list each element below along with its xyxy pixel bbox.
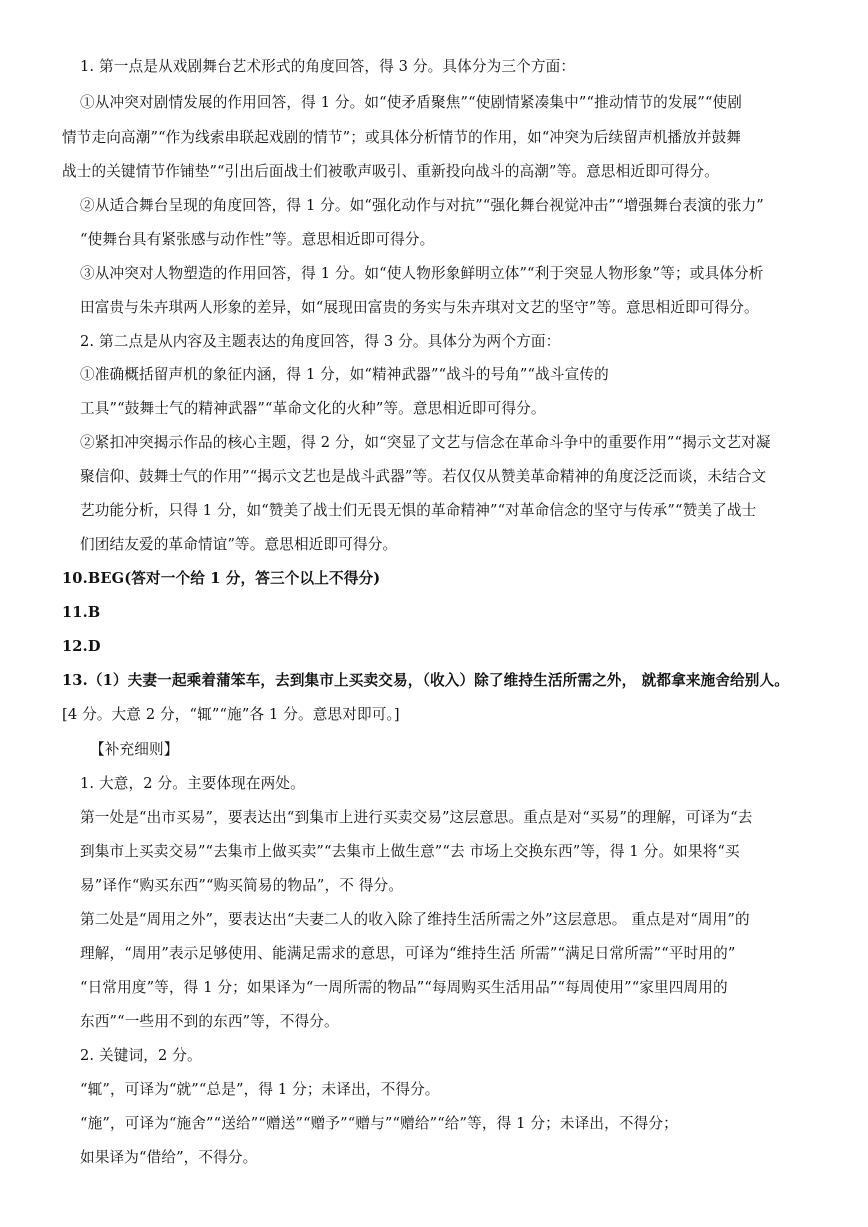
answer-11: 11.B: [62, 604, 101, 621]
answer-13-translation: 13.（1）夫妻一起乘着蒲笨车，去到集市上买卖交易，（收入）除了维持生活所需之外， 就都拿来施舍给别人。: [62, 672, 790, 689]
text-line: “施”，可译为“施舍”“送给”“赠送”“赠予”“赠与”“赠给”“给”等，得 1 分；未译出，不得分；: [80, 1115, 678, 1132]
text-line: 们团结友爱的革命情谊”等。意思相近即可得分。: [80, 536, 398, 553]
answer-10: 10.BEG(答对一个给 1 分，答三个以上不得分): [62, 570, 381, 587]
text-line: 田富贵与朱卉琪两人形象的差异，如“展现田富贵的务实与朱卉琪对文艺的坚守”等。意思相近即可得分。: [80, 299, 759, 316]
text-line: 理解，“周用”表示足够使用、能满足需求的意思，可译为“维持生活 所需”“满足日常所需”“平时用的”: [80, 945, 736, 962]
text-line: 2. 第二点是从内容及主题表达的角度回答，得 3 分。具体分为两个方面：: [80, 333, 561, 350]
text-line: 第一处是“出市买易”，要表达出“到集市上进行买卖交易”这层意思。重点是对“买易”的理解，可译为“去: [80, 809, 753, 826]
text-line: ①准确概括留声机的象征内涵，得 1 分，如“精神武器”“战斗的号角”“战斗宣传的: [80, 366, 609, 383]
text-line: ③从冲突对人物塑造的作用回答，得 1 分。如“使人物形象鲜明立体”“利于突显人物形象”等；或具体分析: [80, 265, 764, 282]
section-heading: 【补充细则】: [90, 741, 179, 758]
text-line: 东西”“一些用不到的东西”等，不得分。: [80, 1013, 339, 1030]
text-line: ②紧扣冲突揭示作品的核心主题，得 2 分，如“突显了文艺与信念在革命斗争中的重要作用”“揭示文艺对凝: [80, 434, 771, 451]
text-line: 聚信仰、鼓舞士气的作用”“揭示文艺也是战斗武器”等。若仅仅从赞美革命精神的角度泛泛而谈，未结合文: [80, 468, 767, 485]
text-line: “使舞台具有紧张感与动作性”等。意思相近即可得分。: [80, 231, 435, 248]
scoring-note: [4 分。大意 2 分，“辄”“施”各 1 分。意思对即可。]: [62, 706, 400, 723]
text-line: 1. 大意，2 分。主要体现在两处。: [80, 775, 305, 792]
text-line: 情节走向高潮”“作为线索串联起戏剧的情节”；或具体分析情节的作用，如“冲突为后续留声机播放并鼓舞: [62, 129, 742, 146]
text-line: 2. 关键词，2 分。: [80, 1047, 202, 1064]
text-line: 第二处是“周用之外”，要表达出“夫妻二人的收入除了维持生活所需之外”这层意思。 重点是对“周用”的: [80, 911, 750, 928]
text-line: “日常用度”等，得 1 分；如果译为“一周所需的物品”“每周购买生活用品”“每周使用”“家里四周用的: [80, 979, 728, 996]
text-line: 战士的关键情节作铺垫”“引出后面战士们被歌声吸引、重新投向战斗的高潮”等。意思相近即可得分。: [62, 163, 719, 180]
answer-12: 12.D: [62, 638, 101, 655]
text-line: ②从适合舞台呈现的角度回答，得 1 分。如“强化动作与对抗”“强化舞台视觉冲击”“增强舞台表演的张力”: [80, 197, 764, 214]
text-line: “辄”，可译为“就”“总是”，得 1 分；未译出，不得分。: [80, 1081, 440, 1098]
text-line: 易”译作“购买东西”“购买简易的物品”，不 得分。: [80, 877, 403, 894]
text-line: 到集市上买卖交易”“去集市上做买卖”“去集市上做生意”“去 市场上交换东西”等，得 1 分。如果将“买: [80, 843, 740, 860]
text-line: ①从冲突对剧情发展的作用回答，得 1 分。如“使矛盾聚焦”“使剧情紧凑集中”“推动情节的发展”“使剧: [80, 94, 743, 111]
text-line: 1. 第一点是从戏剧舞台艺术形式的角度回答，得 3 分。具体分为三个方面：: [80, 58, 576, 75]
text-line: 如果译为“借给”，不得分。: [80, 1149, 258, 1166]
text-line: 工具”“鼓舞士气的精神武器”“革命文化的火种”等。意思相近即可得分。: [80, 400, 546, 417]
text-line: 艺功能分析，只得 1 分，如“赞美了战士们无畏无惧的革命精神”“对革命信念的坚守与传承”“赞美了战士: [80, 502, 757, 519]
